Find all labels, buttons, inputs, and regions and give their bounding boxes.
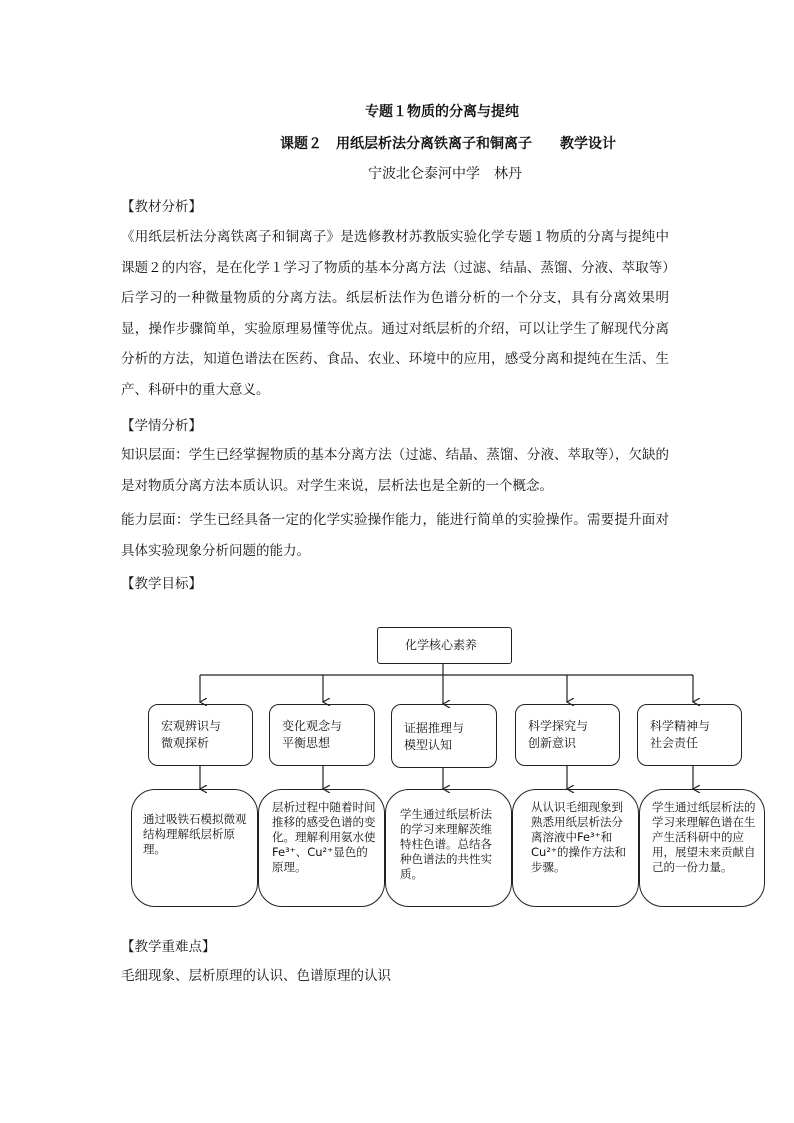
branch-3-line2: 模型认知 [404,738,453,752]
detail-2-text-c: 的原理。 [272,845,368,874]
detail-4-text [531,800,630,875]
detail-3-text: 学生通过纸层析法的学习来理解茨维特柱色谱。总结各种色谱法的共性实质。 [400,807,492,881]
teaching-goals-heading: 【教学目标】 [121,576,202,592]
textbook-analysis-text: 《用纸层析法分离铁离子和铜离子》是选修教材苏教版实验化学专题１物质的分离与提纯中课题２的内容，是在化学１学习了物质的基本分离方法（过滤、结晶、蒸馏、分液、萃取等）后学习的一种微量物质的分离方法。纸层析法作为色谱分析的一个分支，具有分离效果明显，操作步骤简单，实验原理易懂等优点。通过对纸层析的介绍，可以让学生了解现代分离分析的方法，知道色谱法在医药、食品、农业、环境中的应用，感受分离和提纯在生活、生产、科研中的重大意义。 [121,229,669,398]
detail-box-3 [385,789,512,907]
detail-box-4 [512,789,639,907]
key-points-heading: 【教学重难点】 [121,939,216,955]
diagram-root-label: 化学核心素养 [405,638,478,652]
detail-box-2 [258,789,385,907]
document-title: 专题１物质的分离与提纯 [365,104,519,120]
detail-box-5 [639,789,765,907]
branch-2-line1: 变化观念与 [282,719,343,733]
student-knowledge-text: 知识层面：学生已经掌握物质的基本分离方法（过滤、结晶、蒸馏、分液、萃取等），欠缺的是对物质分离方法本质认识。对学生来说，层析法也是全新的一个概念。 [121,447,669,494]
detail-5-text: 学生通过纸层析法的学习来理解色谱在生产生活科研中的应用，展望未来贡献自己的一份力量。 [652,800,756,874]
student-ability-text: 能力层面：学生已经具备一定的化学实验操作能力，能进行简单的实验操作。需要提升面对具体实验现象分析问题的能力。 [121,512,669,559]
key-points-text: 毛细现象、层析原理的认识、色谱原理的认识 [121,968,391,984]
branch-1-line2: 微观探析 [161,736,210,750]
student-analysis-heading: 【学情分析】 [121,418,202,434]
detail-4-text-b: Fe³⁺和 [577,830,613,844]
textbook-analysis-heading: 【教材分析】 [121,199,202,215]
branch-4-line1: 科学探究与 [528,719,589,733]
branch-2-line2: 平衡思想 [282,736,331,750]
branch-5-line2: 社会责任 [650,736,699,750]
branch-1-line1: 宏观辨识与 [161,719,222,733]
detail-1-text: 通过吸铁石模拟微观结构理解纸层析原理。 [143,812,247,856]
branch-box-1 [148,704,253,766]
diagram-root-box [377,627,512,664]
branch-box-3 [391,704,497,768]
branch-4-line2: 创新意识 [528,736,577,750]
detail-box-1 [131,789,258,907]
detail-4-text-a: 从认识毛细现象到熟悉用纸层析法分离溶液中 [531,800,623,844]
branch-box-4 [515,704,620,766]
branch-box-5 [637,704,742,766]
branch-box-2 [269,704,375,766]
document-subtitle: 课题２ 用纸层析法分离铁离子和铜离子 教学设计 [280,136,616,152]
detail-4-text-c: Cu²⁺的操作方法和步骤。 [531,845,626,874]
detail-2-text-b: Fe³⁺、Cu²⁺显色 [272,845,357,859]
author-line: 宁波北仑泰河中学 林丹 [368,166,522,182]
detail-2-text [272,800,376,875]
detail-2-text-a: 层析过程中随着时间推移的感受色谱的变化。理解利用氨水使 [272,800,376,844]
branch-3-line1: 证据推理与 [404,721,465,735]
branch-5-line1: 科学精神与 [650,719,711,733]
